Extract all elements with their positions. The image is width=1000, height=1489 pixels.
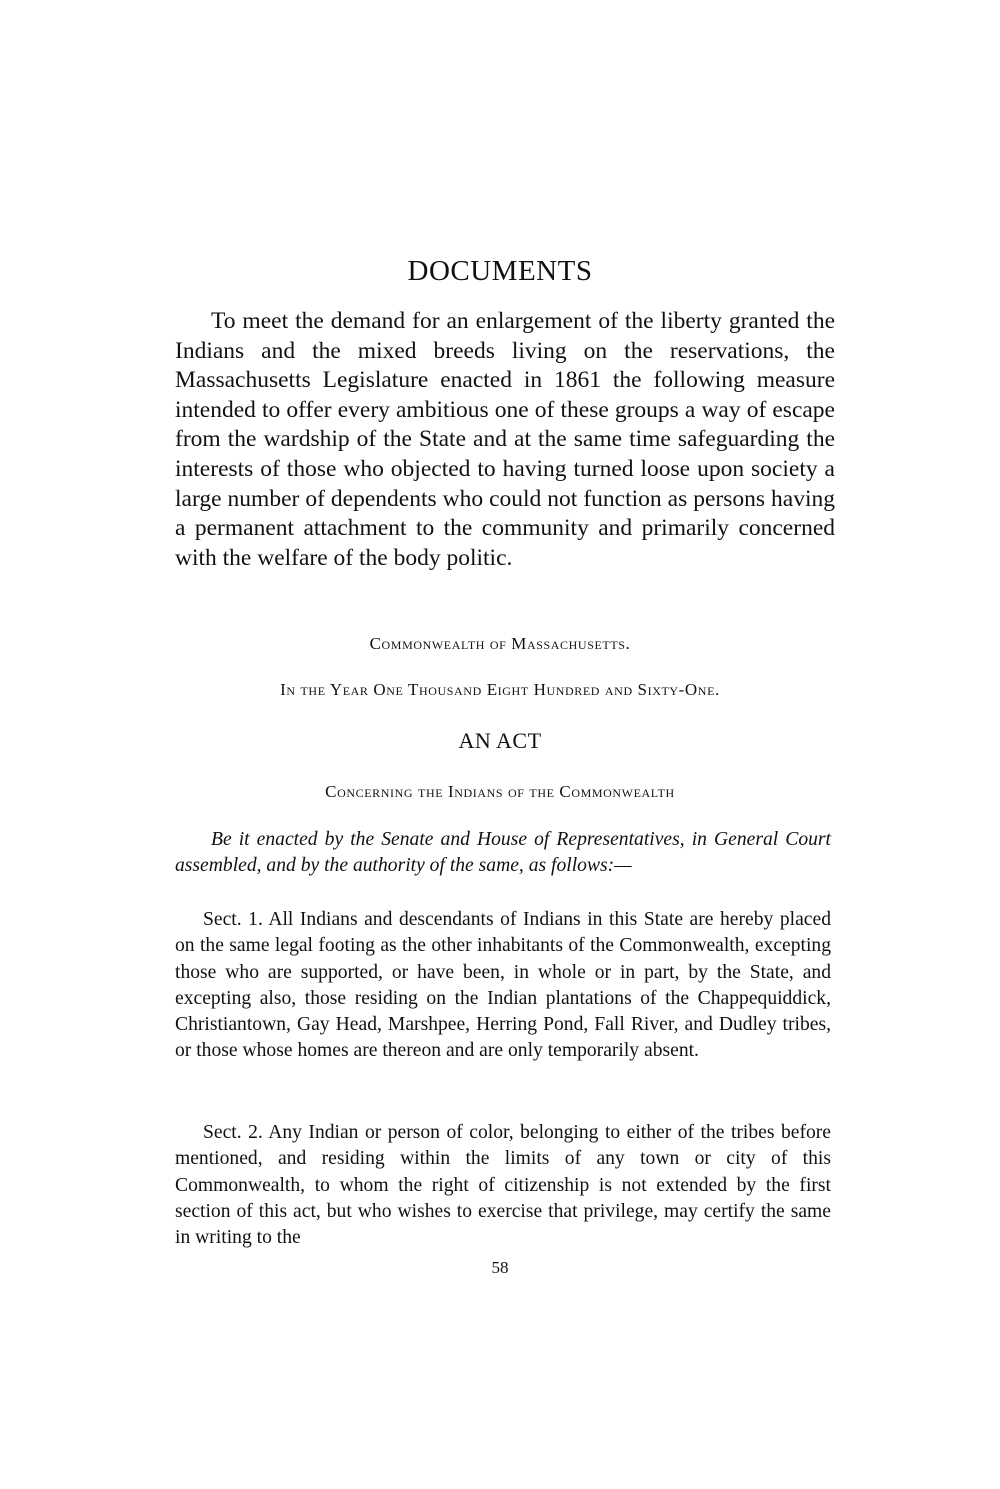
page-number: 58 <box>491 1258 509 1277</box>
act-subject: Concerning the Indians of the Commonwealth <box>325 782 675 801</box>
enacting-clause: Be it enacted by the Senate and House of Representatives, in General Court assembled, and by the authority of the same, as follows:— <box>175 829 831 876</box>
year-caption: In the Year One Thousand Eight Hundred and Sixty-One. <box>280 680 720 699</box>
commonwealth-caption: Commonwealth of Massachusetts. <box>369 634 631 653</box>
page-title: DOCUMENTS <box>407 255 593 287</box>
section-2: Sect. 2. Any Indian or person of color, belonging to either of the tribes before mentioned, and residing within the limits of any town or city of this Commonwealth, to whom the right of citizenship is not extended by the first section of this act, but who wishes to exercise that privilege, may certify the same in writing to the <box>175 1122 831 1249</box>
act-title: AN ACT <box>458 728 542 753</box>
intro-paragraph: To meet the demand for an enlargement of the liberty granted the Indians and the mixed breeds living on the reservations, the Massachusetts Legislature enacted in 1861 the following measure intended to offer every ambitious one of these groups a way of escape from the wardship of the State and at the same time safeguarding the interests of those who objected to having turned loose upon society a large number of dependents who could not function as persons having a permanent attachment to the community and primarily concerned with the welfare of the body politic. <box>175 308 835 571</box>
section-1: Sect. 1. All Indians and descendants of Indians in this State are hereby placed on the same legal footing as the other inhabitants of the Commonwealth, excepting those who are supported, or have been, in whole or in part, by the State, and excepting also, those residing on the Indian plantations of the Chappequiddick, Christiantown, Gay Head, Marshpee, Herring Pond, Fall River, and Dudley tribes, or those whose homes are thereon and are only temporarily absent. <box>175 909 831 1062</box>
